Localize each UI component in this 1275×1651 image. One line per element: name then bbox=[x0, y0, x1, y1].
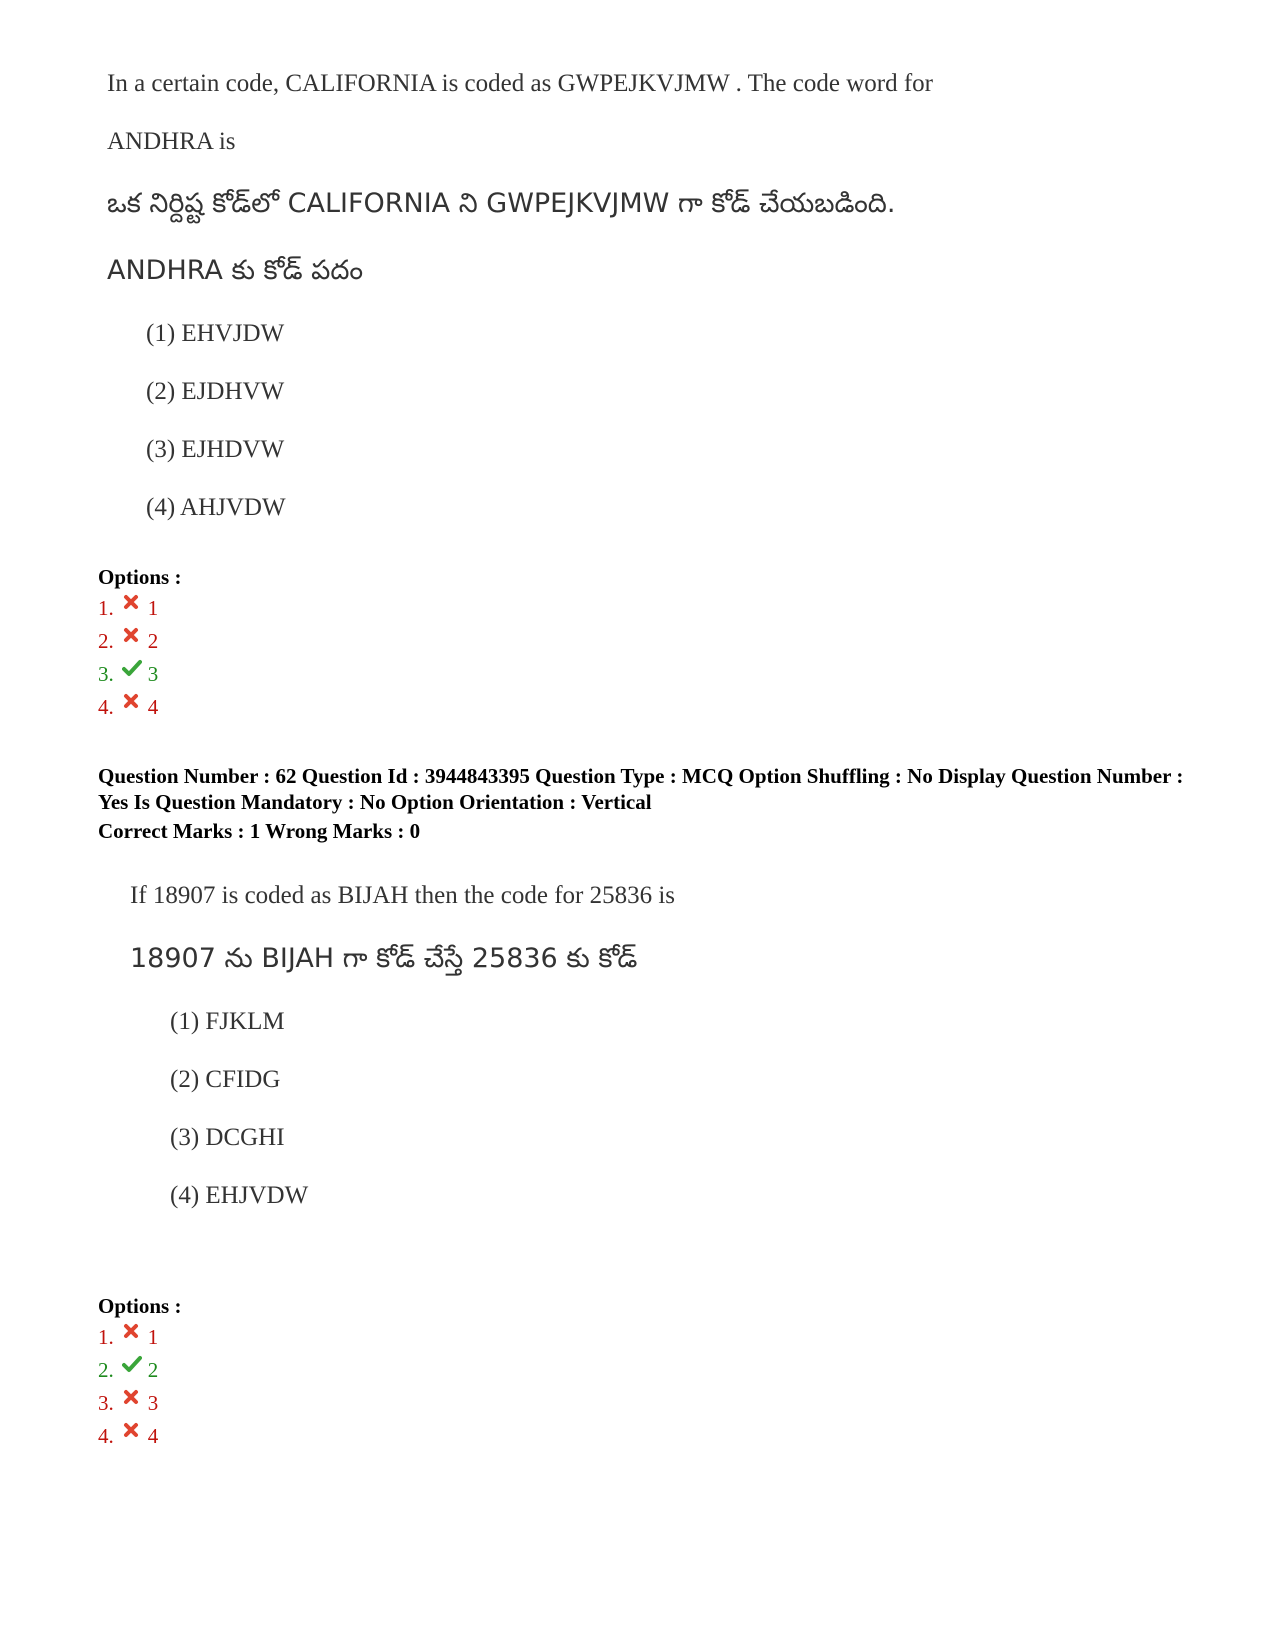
option-number: 3. bbox=[98, 662, 114, 686]
q62-choice-1: (1) FJKLM bbox=[170, 1008, 285, 1035]
option-value: 3 bbox=[147, 1391, 159, 1415]
q62-choice-4: (4) EHJVDW bbox=[170, 1182, 309, 1209]
cross-icon bbox=[122, 691, 140, 709]
cross-icon bbox=[122, 1387, 140, 1405]
q62-telugu-line1: 18907 ను BIJAH గా కోడ్ చేస్తే 25836 కు కోడ్ bbox=[130, 943, 638, 974]
q61-text-line1: In a certain code, CALIFORNIA is coded as GWPEJKVJMW . The code word for bbox=[107, 70, 933, 97]
q62-text-line1: If 18907 is coded as BIJAH then the code for 25836 is bbox=[130, 882, 676, 909]
option-number: 3. bbox=[98, 1391, 114, 1415]
option-value: 4 bbox=[147, 1424, 159, 1448]
option-number: 2. bbox=[98, 1358, 114, 1382]
q62-option-4 bbox=[98, 1424, 158, 1449]
option-number: 2. bbox=[98, 629, 114, 653]
option-number: 4. bbox=[98, 1424, 114, 1448]
q61-text-line2: ANDHRA is bbox=[107, 128, 236, 155]
q62-choice-3: (3) DCGHI bbox=[170, 1124, 285, 1151]
q61-option-3 bbox=[98, 662, 158, 687]
q62-option-1 bbox=[98, 1325, 158, 1350]
q61-options-title: Options : bbox=[98, 565, 182, 589]
cross-icon bbox=[122, 592, 140, 610]
cross-icon bbox=[122, 625, 140, 643]
cross-icon bbox=[122, 1420, 140, 1438]
q61-choice-1: (1) EHVJDW bbox=[146, 320, 285, 347]
option-number: 1. bbox=[98, 596, 114, 620]
q62-option-2 bbox=[98, 1358, 158, 1383]
q61-option-1 bbox=[98, 596, 158, 621]
q62-options-title: Options : bbox=[98, 1294, 182, 1318]
q62-marks-info: Correct Marks : 1 Wrong Marks : 0 bbox=[98, 819, 421, 843]
option-value: 2 bbox=[147, 629, 159, 653]
q61-choice-3: (3) EJHDVW bbox=[146, 436, 285, 463]
check-icon bbox=[122, 1354, 140, 1372]
option-number: 4. bbox=[98, 695, 114, 719]
cross-icon bbox=[122, 1321, 140, 1339]
q61-choice-4: (4) AHJVDW bbox=[146, 494, 286, 521]
q61-option-4 bbox=[98, 695, 158, 720]
option-value: 2 bbox=[147, 1358, 159, 1382]
option-value: 4 bbox=[147, 695, 159, 719]
check-icon bbox=[122, 658, 140, 676]
option-value: 1 bbox=[147, 1325, 159, 1349]
q61-choice-2: (2) EJDHVW bbox=[146, 378, 285, 405]
option-value: 1 bbox=[147, 596, 159, 620]
q62-meta-info: Question Number : 62 Question Id : 3944843395 Question Type : MCQ Option Shuffling : No Display Question Number : Yes Is Question Mandatory : No Option Orientation : Vertical bbox=[98, 764, 1184, 814]
q61-option-2 bbox=[98, 629, 158, 654]
q61-telugu-line1: ఒక నిర్దిష్ట కోడ్‌లో CALIFORNIA ని GWPEJKVJMW గా కోడ్ చేయబడింది. bbox=[107, 188, 896, 219]
q62-option-3 bbox=[98, 1391, 158, 1416]
option-number: 1. bbox=[98, 1325, 114, 1349]
option-value: 3 bbox=[147, 662, 159, 686]
q62-choice-2: (2) CFIDG bbox=[170, 1066, 281, 1093]
q61-telugu-line2: ANDHRA కు కోడ్ పదం bbox=[107, 255, 364, 286]
